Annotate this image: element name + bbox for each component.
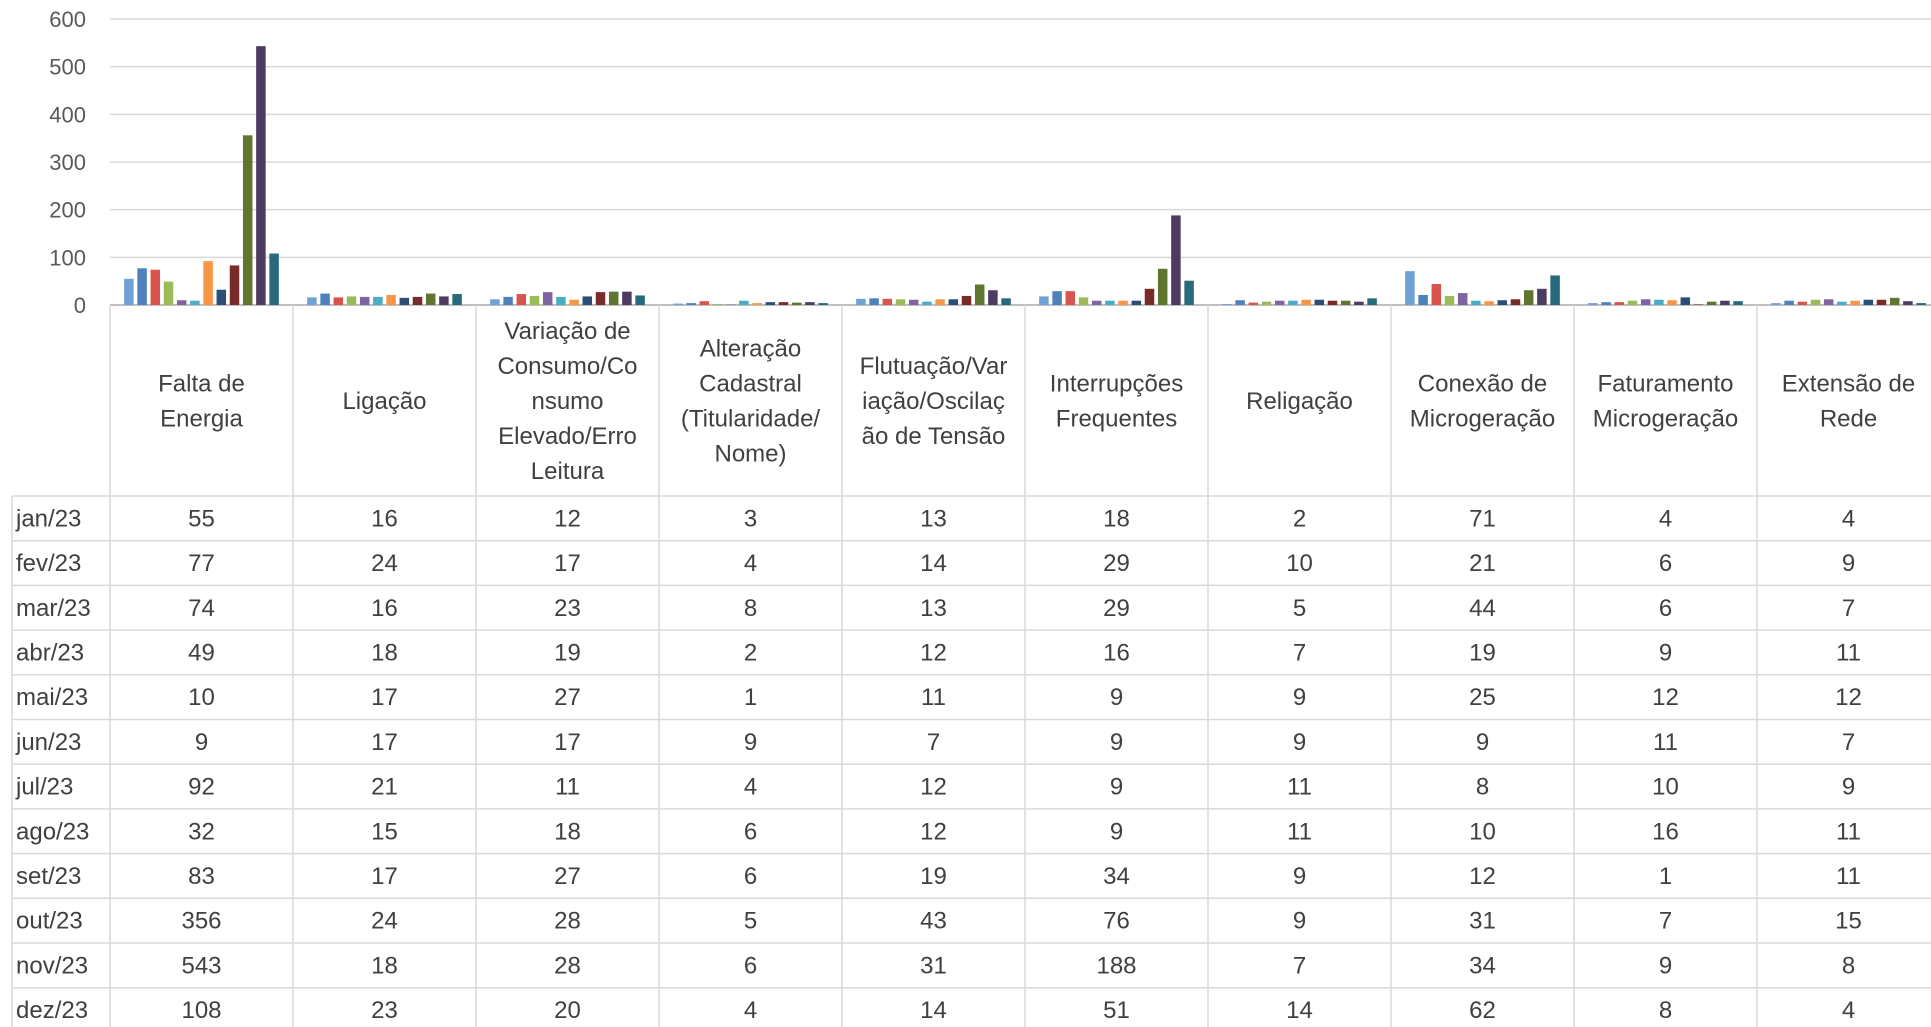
table-cell: 12 xyxy=(920,773,947,801)
bar xyxy=(556,297,566,305)
table-cell: 11 xyxy=(1287,818,1312,846)
table-cell: 11 xyxy=(1836,862,1861,890)
bar xyxy=(1628,301,1638,305)
bar xyxy=(988,290,998,305)
table-cell: 15 xyxy=(371,818,398,846)
bar xyxy=(543,292,553,305)
table-row xyxy=(15,505,1855,532)
table-cell: 6 xyxy=(1658,594,1673,622)
table-cell: 9 xyxy=(194,728,209,756)
bar xyxy=(1771,303,1781,305)
table-cell: 16 xyxy=(371,505,398,533)
table-cell: 1 xyxy=(1658,862,1673,890)
bar xyxy=(137,268,147,305)
table-cell: 28 xyxy=(554,952,581,980)
bar xyxy=(1001,298,1011,305)
table-cell: 4 xyxy=(743,997,758,1025)
bar xyxy=(883,299,893,305)
table-cell: 12 xyxy=(554,505,581,533)
y-tick-label: 0 xyxy=(73,293,86,318)
bar xyxy=(1498,300,1508,305)
table-cell: 18 xyxy=(371,639,398,667)
table-cell: 6 xyxy=(1658,550,1673,578)
table-cell: 13 xyxy=(920,594,947,622)
y-tick-label: 400 xyxy=(49,102,86,128)
category-label: Ligação xyxy=(342,388,427,415)
table-cell: 19 xyxy=(920,862,947,890)
bar xyxy=(856,299,866,305)
table-cell: 34 xyxy=(1469,952,1496,980)
table-cell: 29 xyxy=(1103,594,1130,622)
category-label: Flutuação/Var iação/Oscilaç ão de Tensão xyxy=(859,353,1008,450)
table-cell: 71 xyxy=(1469,505,1496,533)
bar xyxy=(124,279,133,305)
category-label: Falta de Energia xyxy=(158,370,245,433)
bar xyxy=(1837,302,1847,305)
y-tick-label: 600 xyxy=(49,7,86,32)
table-cell: 9 xyxy=(1292,684,1307,712)
table-cell: 9 xyxy=(1109,773,1124,801)
bar xyxy=(151,270,161,305)
bar xyxy=(1733,301,1743,305)
bar xyxy=(1601,302,1611,305)
bar xyxy=(177,300,187,305)
table-cell: 18 xyxy=(554,818,581,846)
category-label: Faturamento Microgeração xyxy=(1592,370,1739,433)
series-label: abr/23 xyxy=(16,639,85,667)
table-cell: 4 xyxy=(743,773,758,801)
table-cell: 16 xyxy=(1103,639,1130,667)
bar xyxy=(1039,296,1049,305)
bar xyxy=(909,300,919,305)
bar xyxy=(413,297,423,305)
bar xyxy=(1877,300,1887,305)
series-label: fev/23 xyxy=(16,550,82,578)
table-cell: 9 xyxy=(1109,684,1124,712)
bar xyxy=(1288,301,1298,305)
bar xyxy=(373,297,383,305)
bar xyxy=(256,46,266,305)
table-cell: 43 xyxy=(920,907,947,935)
table-cell: 29 xyxy=(1103,550,1130,578)
series-label: set/23 xyxy=(16,862,82,890)
bar xyxy=(739,301,749,305)
table-cell: 17 xyxy=(554,728,581,756)
table-cell: 83 xyxy=(188,862,215,890)
bar xyxy=(1916,303,1926,305)
bar xyxy=(1222,304,1232,305)
bar xyxy=(622,292,632,305)
category-label: Religação xyxy=(1246,388,1353,415)
bar xyxy=(766,302,776,305)
table-cell: 4 xyxy=(743,550,758,578)
table-cell: 5 xyxy=(1292,594,1307,622)
bar xyxy=(1432,284,1442,305)
table-cell: 7 xyxy=(926,728,941,756)
bar xyxy=(609,292,619,305)
table-cell: 9 xyxy=(743,728,758,756)
table-cell: 9 xyxy=(1292,862,1307,890)
table-cell: 6 xyxy=(743,818,758,846)
series-label: jan/23 xyxy=(16,505,82,533)
series-label: nov/23 xyxy=(16,952,89,980)
bar xyxy=(1249,303,1259,305)
table-cell: 17 xyxy=(554,550,581,578)
table-cell: 15 xyxy=(1835,907,1862,935)
table-cell: 2 xyxy=(743,639,758,667)
table-cell: 11 xyxy=(1836,639,1861,667)
bar xyxy=(490,299,500,305)
bar xyxy=(307,297,317,305)
table-cell: 543 xyxy=(181,952,222,980)
bar xyxy=(1184,281,1194,305)
bar xyxy=(530,296,540,305)
table-cell: 62 xyxy=(1469,997,1496,1025)
bar xyxy=(1262,302,1272,305)
series-label: jun/23 xyxy=(16,728,82,756)
bar xyxy=(1405,271,1415,305)
bar xyxy=(1145,289,1155,305)
bar xyxy=(400,298,410,305)
bar xyxy=(1471,301,1481,305)
table-cell: 8 xyxy=(1475,773,1490,801)
table-cell: 8 xyxy=(743,594,758,622)
table-cell: 12 xyxy=(920,639,947,667)
bar xyxy=(243,135,253,305)
table-cell: 24 xyxy=(371,550,398,578)
table-cell: 20 xyxy=(554,997,581,1025)
table-cell: 9 xyxy=(1658,952,1673,980)
table-cell: 92 xyxy=(188,773,215,801)
table-cell: 9 xyxy=(1841,550,1856,578)
bar xyxy=(922,302,932,305)
bar xyxy=(1798,302,1808,305)
table-cell: 24 xyxy=(371,907,398,935)
table-cell: 5 xyxy=(743,907,758,935)
table-cell: 17 xyxy=(371,728,398,756)
bar xyxy=(1328,301,1338,305)
table-cell: 23 xyxy=(371,997,398,1025)
table-cell: 16 xyxy=(371,594,398,622)
table-cell: 19 xyxy=(554,639,581,667)
bar xyxy=(517,294,527,305)
table-cell: 21 xyxy=(1469,550,1496,578)
bar xyxy=(596,292,606,305)
series-label: mai/23 xyxy=(16,684,89,712)
table-cell: 4 xyxy=(1841,505,1856,533)
bar xyxy=(818,303,828,305)
bar xyxy=(583,296,593,305)
table-cell: 356 xyxy=(181,907,222,935)
bar xyxy=(975,285,985,305)
table-cell: 17 xyxy=(371,684,398,712)
table-cell: 27 xyxy=(554,862,581,890)
gridlines xyxy=(110,19,1931,305)
table-cell: 10 xyxy=(1652,773,1679,801)
table-cell: 16 xyxy=(1652,818,1679,846)
table-cell: 11 xyxy=(1653,728,1678,756)
y-tick-label: 300 xyxy=(49,150,86,175)
table-cell: 28 xyxy=(554,907,581,935)
table-cell: 108 xyxy=(181,997,222,1025)
table-cell: 11 xyxy=(921,684,946,712)
bar xyxy=(962,296,972,305)
bar xyxy=(805,302,815,305)
table-cell: 9 xyxy=(1658,639,1673,667)
table-cell: 51 xyxy=(1103,997,1130,1025)
bar xyxy=(1132,301,1142,305)
table-cell: 10 xyxy=(1286,550,1313,578)
table-cell: 23 xyxy=(554,594,581,622)
table-cell: 44 xyxy=(1469,594,1496,622)
category-label: Conexão de Microgeração xyxy=(1409,370,1556,433)
bar xyxy=(1524,290,1534,305)
bar xyxy=(1171,215,1181,305)
table-cell: 14 xyxy=(920,550,947,578)
table-cell: 11 xyxy=(1836,818,1861,846)
table-cell: 25 xyxy=(1469,684,1496,712)
bar xyxy=(1864,300,1874,305)
series-label: dez/23 xyxy=(16,997,89,1025)
table-cell: 18 xyxy=(1103,505,1130,533)
table-cell: 74 xyxy=(188,594,215,622)
table-cell: 6 xyxy=(743,952,758,980)
bar xyxy=(1092,301,1102,305)
bar xyxy=(1066,291,1076,305)
bar xyxy=(1445,296,1455,305)
table-cell: 21 xyxy=(371,773,398,801)
bar xyxy=(1890,298,1900,305)
category-label: Interrupções Frequentes xyxy=(1049,370,1184,433)
table-cell: 9 xyxy=(1841,773,1856,801)
bar xyxy=(1315,300,1325,305)
bar xyxy=(426,294,436,305)
table-cell: 10 xyxy=(1469,818,1496,846)
table-cell: 4 xyxy=(1841,997,1856,1025)
bar xyxy=(1118,301,1128,305)
bar xyxy=(686,303,696,305)
bar xyxy=(1367,298,1377,305)
table-row xyxy=(16,997,1855,1024)
category-labels xyxy=(158,318,1915,485)
y-tick-label: 500 xyxy=(49,54,86,80)
y-tick-label: 100 xyxy=(49,245,86,271)
table-cell: 55 xyxy=(188,505,215,533)
table-row xyxy=(15,729,1855,756)
table-cell: 9 xyxy=(1292,728,1307,756)
bar xyxy=(1641,299,1651,305)
bar xyxy=(1484,301,1494,305)
table-cell: 6 xyxy=(743,862,758,890)
table-cell: 12 xyxy=(1469,862,1496,890)
bar xyxy=(1903,301,1913,305)
bar xyxy=(569,300,579,305)
bar xyxy=(1275,301,1285,305)
table-cell: 9 xyxy=(1475,728,1490,756)
table-cell: 76 xyxy=(1103,907,1130,935)
y-tick-label: 200 xyxy=(49,197,86,223)
table-cell: 49 xyxy=(188,639,215,667)
table-cell: 77 xyxy=(188,550,215,578)
table-cell: 12 xyxy=(920,818,947,846)
table-cell: 9 xyxy=(1109,728,1124,756)
bar xyxy=(779,302,789,305)
bar xyxy=(1588,303,1598,305)
bar xyxy=(1811,300,1821,305)
table-cell: 13 xyxy=(920,505,947,533)
table-cell: 7 xyxy=(1292,952,1307,980)
bar xyxy=(752,303,762,305)
bar xyxy=(949,299,959,305)
bar xyxy=(1301,300,1311,305)
bar xyxy=(1158,269,1168,305)
series-label: out/23 xyxy=(16,907,83,935)
table-cell: 9 xyxy=(1109,818,1124,846)
table-cell: 3 xyxy=(743,505,758,533)
bar xyxy=(190,301,200,305)
bar xyxy=(700,301,710,305)
table-cell: 7 xyxy=(1841,728,1856,756)
table-cell: 31 xyxy=(1469,907,1496,935)
table-row xyxy=(15,774,1855,801)
bar xyxy=(230,265,240,305)
bar xyxy=(1418,295,1428,305)
bar xyxy=(1052,291,1062,305)
table-cell: 34 xyxy=(1103,862,1130,890)
bar xyxy=(1681,297,1691,305)
series-label: mar/23 xyxy=(16,594,91,622)
bar xyxy=(1720,301,1730,305)
series-label: jul/23 xyxy=(16,773,74,801)
table-cell: 9 xyxy=(1292,907,1307,935)
bar xyxy=(439,296,449,305)
bar xyxy=(334,297,344,305)
table-cell: 27 xyxy=(554,684,581,712)
table-row xyxy=(16,952,1855,979)
table-cell: 7 xyxy=(1658,907,1673,935)
bar xyxy=(217,290,227,305)
table-cell: 32 xyxy=(188,818,215,846)
bar xyxy=(896,299,906,305)
y-axis-tick-labels xyxy=(49,7,86,318)
bar xyxy=(1079,297,1089,305)
table-cell: 18 xyxy=(371,952,398,980)
table-cell: 1 xyxy=(743,684,758,712)
bar xyxy=(1354,302,1364,305)
bar xyxy=(320,294,330,305)
bar xyxy=(1105,301,1115,305)
bar xyxy=(1458,293,1468,305)
table-cell: 11 xyxy=(555,773,580,801)
table-cell: 12 xyxy=(1835,684,1862,712)
category-label: Variação de Consumo/Co nsumo Elevado/Erro Leitura xyxy=(497,318,638,485)
bar xyxy=(360,297,370,305)
table-cell: 188 xyxy=(1096,952,1137,980)
table-cell: 4 xyxy=(1658,505,1673,533)
bar xyxy=(203,261,213,305)
table-cell: 12 xyxy=(1652,684,1679,712)
bar xyxy=(269,254,279,305)
bar xyxy=(347,296,357,305)
category-label: Alteração Cadastral (Titularidade/ Nome) xyxy=(680,335,821,468)
bar xyxy=(1654,300,1664,305)
table-cell: 14 xyxy=(1286,997,1313,1025)
bar xyxy=(1667,300,1677,305)
table-cell: 8 xyxy=(1658,997,1673,1025)
bar xyxy=(635,295,645,305)
bar xyxy=(1537,289,1547,305)
bar xyxy=(386,295,396,305)
bar xyxy=(1784,301,1794,305)
bar xyxy=(1615,302,1625,305)
bars xyxy=(124,46,1926,305)
bar xyxy=(1235,300,1245,305)
table-cell: 10 xyxy=(188,684,215,712)
bar xyxy=(1824,299,1834,305)
bar xyxy=(713,304,723,305)
category-label: Extensão de Rede xyxy=(1781,370,1916,433)
bar xyxy=(1511,299,1521,305)
table-cell: 19 xyxy=(1469,639,1496,667)
bar xyxy=(1707,302,1717,305)
bar xyxy=(1850,301,1860,305)
table-cell: 11 xyxy=(1287,773,1312,801)
bar xyxy=(452,294,462,305)
table-cell: 31 xyxy=(920,952,947,980)
table-cell: 17 xyxy=(371,862,398,890)
table-cell: 7 xyxy=(1841,594,1856,622)
table-cell: 2 xyxy=(1292,505,1307,533)
bar xyxy=(1341,301,1351,305)
bar xyxy=(503,297,512,305)
table-cell: 14 xyxy=(920,997,947,1025)
table-cell: 8 xyxy=(1841,952,1856,980)
bar xyxy=(792,303,802,305)
bar xyxy=(673,304,683,305)
series-label: ago/23 xyxy=(16,818,90,846)
bar xyxy=(1550,275,1560,305)
table-row xyxy=(16,595,1855,622)
bar xyxy=(164,282,174,305)
bar xyxy=(935,299,945,305)
table-cell: 7 xyxy=(1292,639,1307,667)
bar xyxy=(869,298,879,305)
table-row xyxy=(16,550,1855,577)
